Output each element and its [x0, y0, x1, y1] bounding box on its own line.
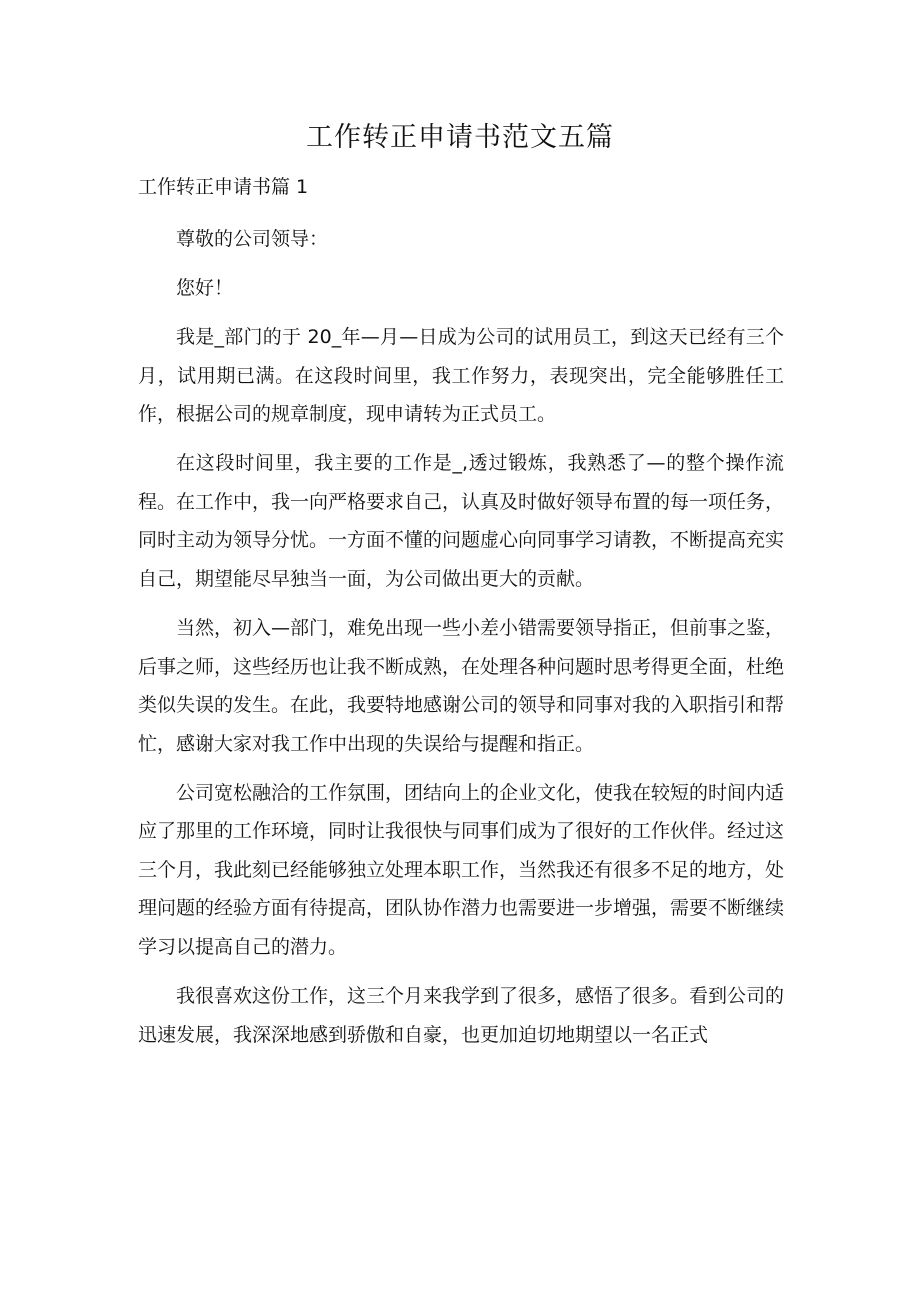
section-heading: 工作转正申请书篇 1: [138, 176, 309, 198]
body-paragraph: 在这段时间里，我主要的工作是_,透过锻炼，我熟悉了—的整个操作流程。在工作中，我一向严格要求自己，认真及时做好领导布置的每一项任务，同时主动为领导分忧。一方面不懂的问题虚心向同事学习请教，不断提高充实自己，期望能尽早独当一面，为公司做出更大的贡献。: [138, 452, 785, 590]
body-paragraph: 公司宽松融洽的工作氛围，团结向上的企业文化，使我在较短的时间内适应了那里的工作环境，同时让我很快与同事们成为了很好的工作伙伴。经过这三个月，我此刻已经能够独立处理本职工作，当然我还有很多不足的地方，处理问题的经验方面有待提高，团队协作潜力也需要进一步增强，需要不断继续学习以提高自己的潜力。: [138, 781, 785, 959]
salutation: 尊敬的公司领导：: [176, 228, 329, 250]
document-body: [138, 220, 784, 1065]
body-paragraph: 我很喜欢这份工作，这三个月来我学到了很多，感悟了很多。看到公司的迅速发展，我深深地感到骄傲和自豪，也更加迫切地期望以一名正式: [138, 985, 785, 1046]
body-paragraph: 我是_部门的于 20_年—月—日成为公司的试用员工，到这天已经有三个月，试用期已满。在这段时间里，我工作努力，表现突出，完全能够胜任工作，根据公司的规章制度，现申请转为正式员工。: [138, 325, 784, 426]
greeting: 您好！: [176, 276, 234, 299]
document-title: 工作转正申请书范文五篇: [306, 122, 614, 153]
body-paragraph: 当然，初入—部门，难免出现一些小差小错需要领导指正，但前事之鉴，后事之师，这些经历也让我不断成熟，在处理各种问题时思考得更全面，杜绝类似失误的发生。在此，我要特地感谢公司的领导和同事对我的入职指引和帮忙，感谢大家对我工作中出现的失误给与提醒和指正。: [138, 616, 785, 755]
